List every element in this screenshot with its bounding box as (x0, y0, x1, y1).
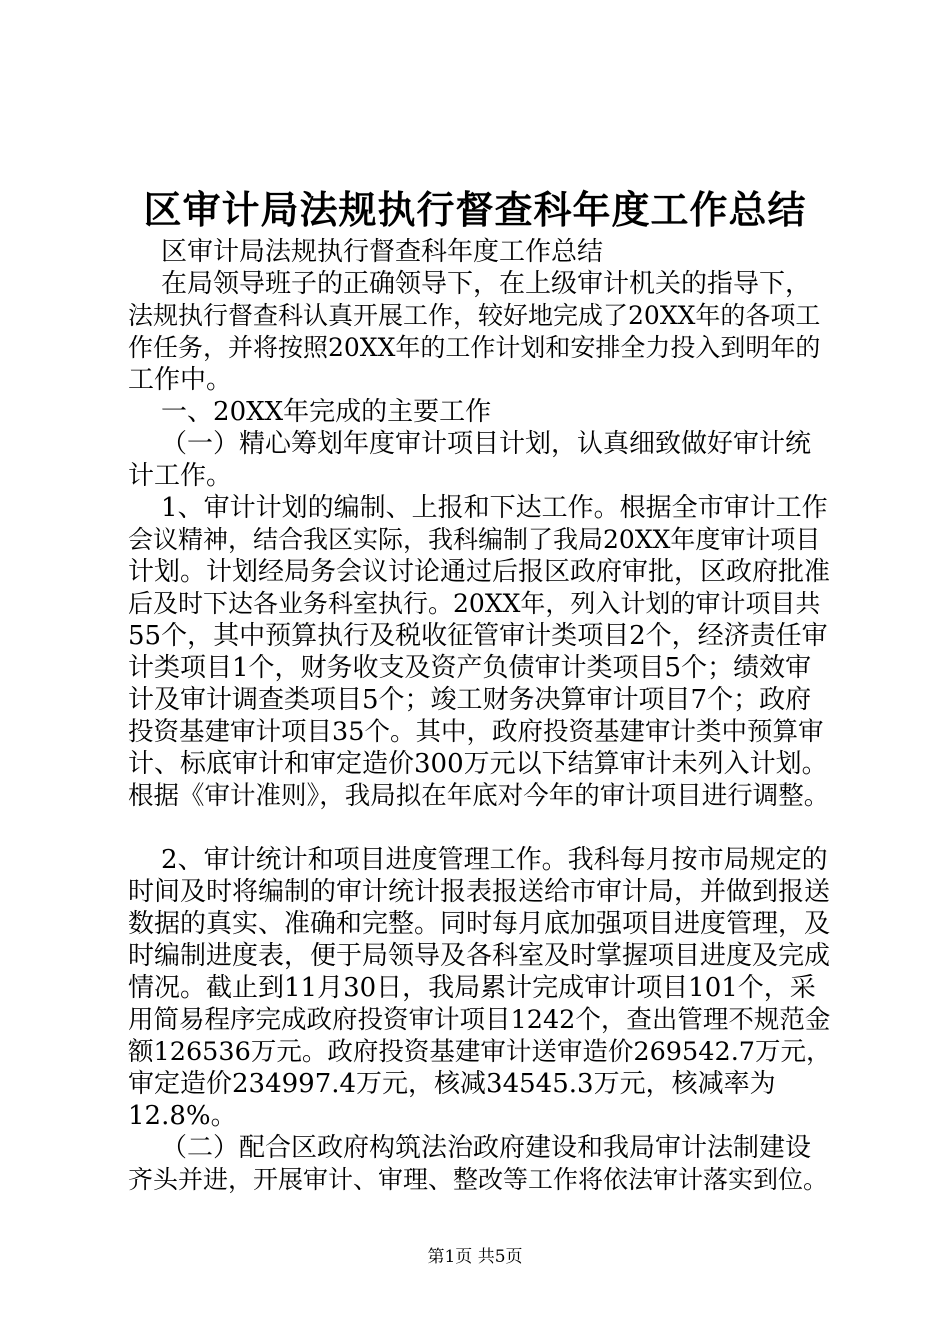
blank-line (128, 812, 832, 844)
body-line: 后及时下达各业务科室执行。20XX年，列入计划的审计项目共 (128, 589, 821, 618)
body-line: 情况。截止到11月30日，我局累计完成审计项目101个，采 (128, 973, 816, 1003)
body-line: 齐头并进，开展审计、审理、整改等工作将依法审计落实到位。 (128, 1165, 829, 1194)
page-footer: 第1页 共5页 (427, 1247, 523, 1267)
subsection-heading: （一）精心筹划年度审计项目计划，认真细致做好审计统 (128, 429, 812, 459)
body-line: 计及审计调查类项目5个；竣工财务决算审计项目7个；政府 (128, 685, 812, 715)
body-line: 计、标底审计和审定造价300万元以下结算审计未列入计划。 (128, 749, 828, 779)
body-line: 会议精神，结合我区实际，我科编制了我局20XX年度审计项目 (128, 525, 821, 554)
subsection-heading: （二）配合区政府构筑法治政府建设和我局审计法制建设 (128, 1133, 812, 1163)
document-title: 区审计局法规执行督查科年度工作总结 (143, 187, 807, 232)
body-line: 12.8%。 (128, 1101, 237, 1131)
body-line: 作任务，并将按照20XX年的工作计划和安排全力投入到明年的 (128, 333, 821, 362)
body-line: 时编制进度表，便于局领导及各科室及时掌握项目进度及完成 (128, 941, 831, 971)
body-line: 1、审计计划的编制、上报和下达工作。根据全市审计工作 (128, 493, 828, 523)
body-line: 55个，其中预算执行及税收征管审计类项目2个，经济责任审 (128, 621, 828, 651)
body-line: 工作中。 (128, 365, 233, 395)
body-line: 计工作。 (128, 461, 233, 491)
document-body (128, 236, 832, 1196)
body-line: 时间及时将编制的审计统计报表报送给市审计局，并做到报送 (128, 877, 831, 907)
body-line: 法规执行督查科认真开展工作，较好地完成了20XX年的各项工 (128, 301, 821, 330)
body-line: 投资基建审计项目35个。其中，政府投资基建审计类中预算审 (128, 717, 824, 747)
body-line: 2、审计统计和项目进度管理工作。我科每月按市局规定的 (128, 845, 828, 875)
body-line: 在局领导班子的正确领导下，在上级审计机关的指导下， (128, 269, 812, 299)
body-line: 额126536万元。政府投资基建审计送审造价269542.7万元， (128, 1037, 832, 1067)
body-line: 根据《审计准则》，我局拟在年底对今年的审计项目进行调整。 (128, 781, 830, 811)
body-line: 计类项目1个，财务收支及资产负债审计类项目5个；绩效审 (128, 653, 812, 683)
body-line: 用简易程序完成政府投资审计项目1242个，查出管理不规范金 (128, 1005, 831, 1035)
section-heading: 一、20XX年完成的主要工作 (128, 397, 492, 427)
body-line: 计划。计划经局务会议讨论通过后报区政府审批，区政府批准 (128, 557, 831, 587)
body-line: 数据的真实、准确和完整。同时每月底加强项目进度管理，及 (128, 909, 831, 939)
body-line: 区审计局法规执行督查科年度工作总结 (128, 237, 604, 267)
body-line: 审定造价234997.4万元，核减34545.3万元，核减率为 (128, 1069, 776, 1099)
